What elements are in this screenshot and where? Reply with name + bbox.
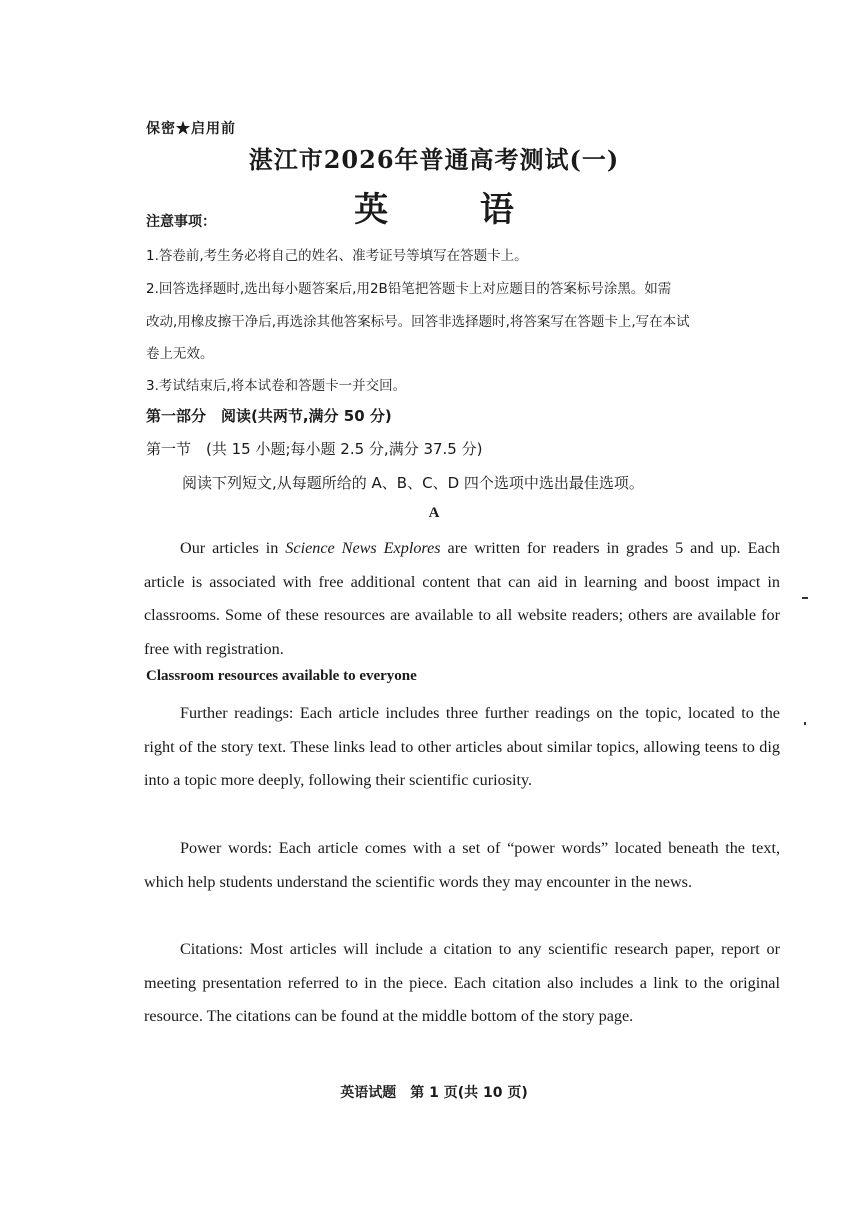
further-readings-text: Each article includes three further readings on the topic, located to the right of the story text. These links lead to other articles about similar topics, allowing teens to dig into a topic more deeply, following their scientific curiosity. [144, 704, 780, 789]
publication-name: Science News Explores [285, 539, 441, 557]
intro-text-after: are written for readers in grades 5 and up. Each article is associated with free additional content that can aid in learning and boost impact in classrooms. Some of these resources are available to all website readers; others are available for free with registration. [144, 539, 780, 658]
confidential-label: 保密★启用前 [146, 121, 236, 137]
further-readings-paragraph [144, 697, 780, 798]
citations-text: Most articles will include a citation to any scientific research paper, report or meeting presentation referred to in the piece. Each citation also includes a link to the original resource. The citations can be found at the middle bottom of the story page. [144, 940, 780, 1025]
power-words-text: Each article comes with a set of “power words” located beneath the text, which help students understand the scientific words they may encounter in the news. [144, 839, 780, 891]
power-words-label: Power words: [180, 839, 273, 857]
citations-paragraph [144, 933, 780, 1034]
passage-letter: A [428, 505, 440, 521]
notice-line-5: 3.考试结束后,将本试卷和答题卡一并交回。 [146, 378, 407, 394]
resources-subheading: Classroom resources available to everyone [146, 668, 417, 684]
subject-title: 英 语 [354, 190, 554, 230]
section-heading: 第一节 (共 15 小题;每小题 2.5 分,满分 37.5 分) [146, 440, 483, 458]
exam-title: 湛江市2026年普通高考测试(一) [248, 145, 620, 174]
further-readings-label: Further readings: [180, 704, 294, 722]
notice-line-3: 改动,用橡皮擦干净后,再选涂其他答案标号。回答非选择题时,将答案写在答题卡上,写在本试 [146, 314, 690, 330]
scan-speck [804, 722, 806, 725]
scan-speck [802, 597, 808, 599]
notice-line-4: 卷上无效。 [146, 346, 214, 362]
notice-line-2: 2.回答选择题时,选出每小题答案后,用2B铅笔把答题卡上对应题目的答案标号涂黑。如需 [146, 281, 672, 297]
page-footer: 英语试题 第 1 页(共 10 页) [340, 1085, 528, 1101]
notice-line-1: 1.答卷前,考生务必将自己的姓名、准考证号等填写在答题卡上。 [146, 248, 528, 264]
power-words-paragraph [144, 832, 780, 899]
reading-directions: 阅读下列短文,从每题所给的 A、B、C、D 四个选项中选出最佳选项。 [182, 474, 644, 492]
citations-label: Citations: [180, 940, 243, 958]
intro-text-before: Our articles in [180, 539, 286, 557]
notice-heading: 注意事项： [146, 214, 216, 230]
passage-intro-paragraph [144, 532, 780, 666]
part-heading: 第一部分 阅读(共两节,满分 50 分) [146, 407, 392, 425]
